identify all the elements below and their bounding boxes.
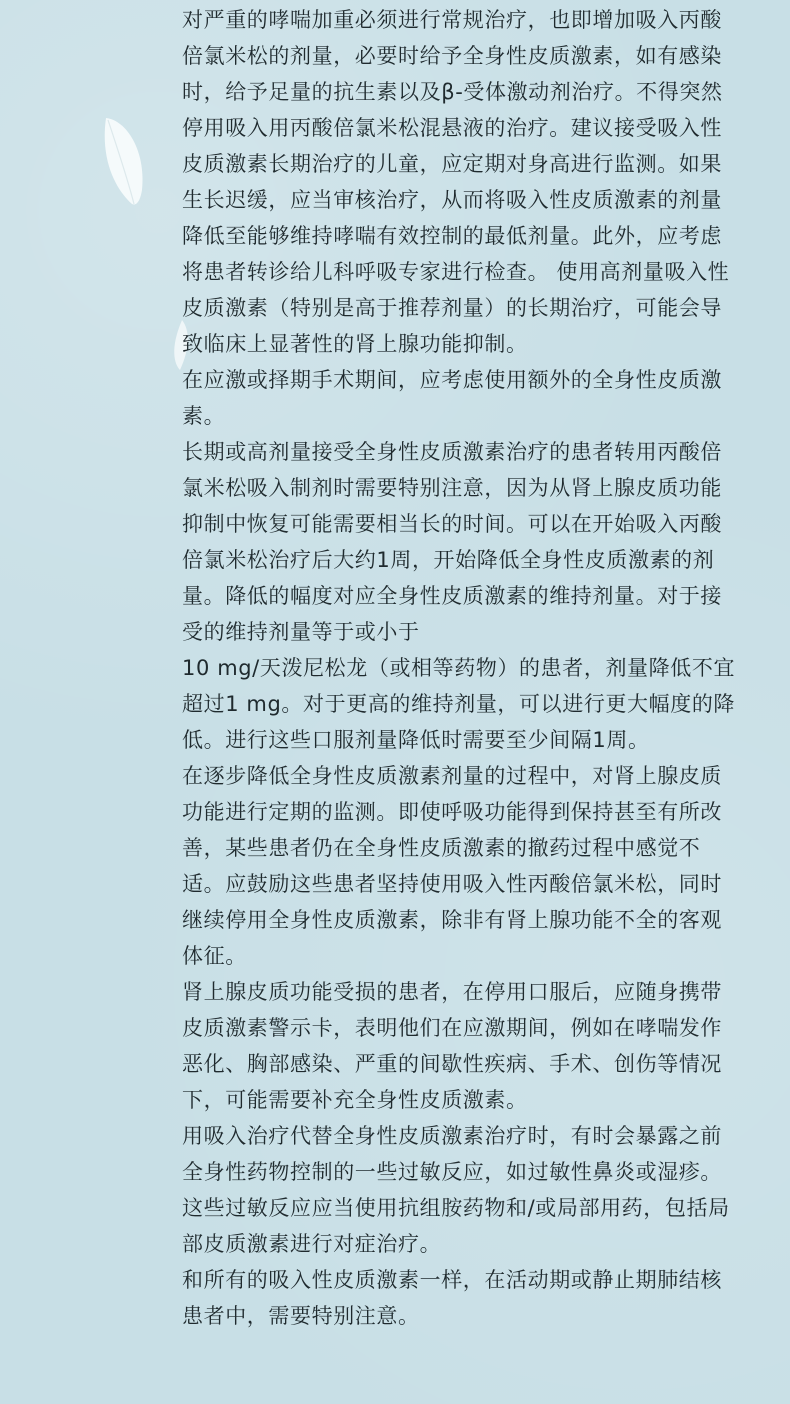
paragraph: 肾上腺皮质功能受损的患者，在停用口服后，应随身携带皮质激素警示卡，表明他们在应激期间，例如在哮喘发作恶化、胸部感染、严重的间歇性疾病、手术、创伤等情况下，可能需要补充全身性皮质激素。 — [182, 980, 722, 1112]
paragraph: 对严重的哮喘加重必须进行常规治疗，也即增加吸入丙酸倍氯米松的剂量，必要时给予全身性皮质激素，如有感染时，给予足量的抗生素以及β-受体激动剂治疗。不得突然停用吸入用丙酸倍氯米松混悬液的治疗。建议接受吸入性皮质激素长期治疗的儿童，应定期对身高进行监测。如果生长迟缓，应当审核治疗，从而将吸入性皮质激素的剂量降低至能够维持哮喘有效控制的最低剂量。此外，应考虑将患者转诊给儿科呼吸专家进行检查。 使用高剂量吸入性皮质激素（特别是高于推荐剂量）的长期治疗，可能会导致临床上显著性的肾上腺功能抑制。 — [182, 8, 730, 356]
feather-icon — [96, 110, 152, 214]
document-body — [182, 2, 742, 1334]
paragraph: 在逐步降低全身性皮质激素剂量的过程中，对肾上腺皮质功能进行定期的监测。即使呼吸功能得到保持甚至有所改善，某些患者仍在全身性皮质激素的撤药过程中感觉不适。应鼓励这些患者坚持使用吸入性丙酸倍氯米松，同时继续停用全身性皮质激素，除非有肾上腺功能不全的客观体征。 — [182, 764, 722, 968]
paragraph: 长期或高剂量接受全身性皮质激素治疗的患者转用丙酸倍氯米松吸入制剂时需要特别注意，因为从肾上腺皮质功能抑制中恢复可能需要相当长的时间。可以在开始吸入丙酸倍氯米松治疗后大约1周，开始降低全身性皮质激素的剂量。降低的幅度对应全身性皮质激素的维持剂量。对于接受的维持剂量等于或小于 10 mg/天泼尼松龙（或相等药物）的患者，剂量降低不宜超过1 mg。对于更高的维持剂量，可以进行更大幅度的降低。进行这些口服剂量降低时需要至少间隔1周。 — [182, 440, 736, 752]
paragraph: 在应激或择期手术期间，应考虑使用额外的全身性皮质激素。 — [182, 368, 722, 428]
paragraph: 用吸入治疗代替全身性皮质激素治疗时，有时会暴露之前全身性药物控制的一些过敏反应，如过敏性鼻炎或湿疹。这些过敏反应应当使用抗组胺药物和/或局部用药，包括局部皮质激素进行对症治疗。 — [182, 1124, 730, 1256]
paragraph: 和所有的吸入性皮质激素一样，在活动期或静止期肺结核患者中，需要特别注意。 — [182, 1268, 722, 1328]
